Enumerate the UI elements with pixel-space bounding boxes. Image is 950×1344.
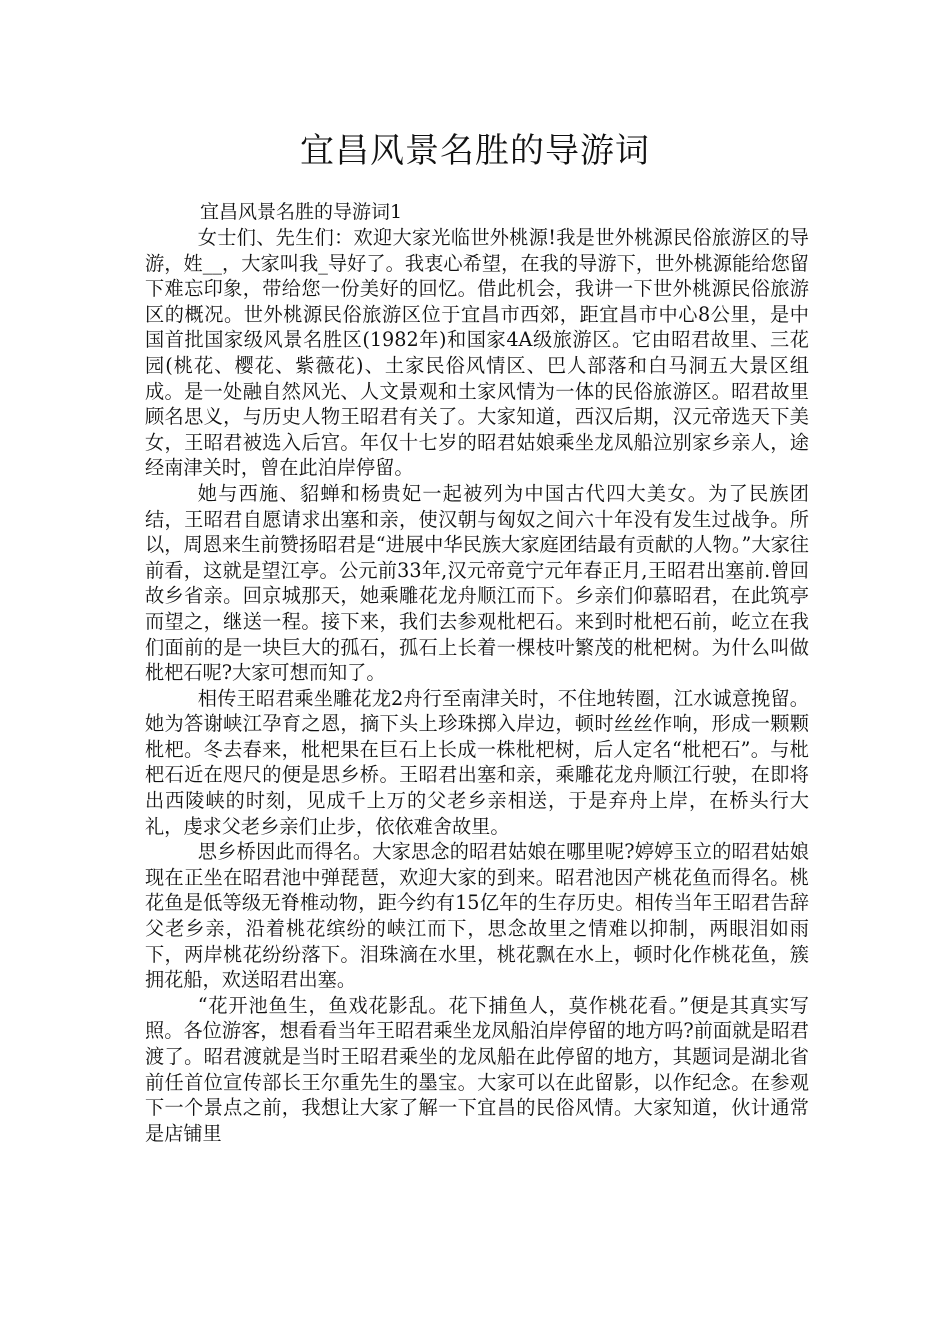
paragraph-5: “花开池鱼生，鱼戏花影乱。花下捕鱼人，莫作桃花看。”便是其真实写照。各位游客，想看看当年王昭君乘坐龙凤船泊岸停留的地方吗?前面就是昭君渡了。昭君渡就是当时王昭君乘坐的龙凤船在此停留的地方，其题词是湖北省前任首位宣传部长王尔重先生的墨宝。大家可以在此留影，以作纪念。在参观下一个景点之前，我想让大家了解一下宜昌的民俗风情。大家知道，伙计通常是店铺里 — [145, 993, 809, 1145]
paragraph-2: 她与西施、貂蝉和杨贵妃一起被列为中国古代四大美女。为了民族团结，王昭君自愿请求出塞和亲，使汉朝与匈奴之间六十年没有发生过战争。所以，周恩来生前赞扬昭君是“进展中华民族大家庭团结最有贡献的人物。”大家往前看，这就是望江亭。公元前33年,汉元帝竟宁元年春正月,王昭君出塞前.曾回故乡省亲。回京城那天，她乘雕花龙舟顺江而下。乡亲们仰慕昭君，在此筑亭而望之，继送一程。接下来，我们去参观枇杷石。来到时枇杷石前，屹立在我们面前的是一块巨大的孤石，孤石上长着一棵枝叶繁茂的枇杷树。为什么叫做枇杷石呢?大家可想而知了。 — [145, 481, 809, 685]
paragraph-1: 女士们、先生们：欢迎大家光临世外桃源!我是世外桃源民俗旅游区的导游，姓__，大家叫我_导好了。我衷心希望，在我的导游下，世外桃源能给您留下难忘印象，带给您一份美好的回忆。借此机会，我讲一下世外桃源民俗旅游区的概况。世外桃源民俗旅游区位于宜昌市西郊，距宜昌市中心8公里，是中国首批国家级风景名胜区(1982年)和国家4A级旅游区。它由昭君故里、三花园(桃花、樱花、紫薇花)、土家民俗风情区、巴人部落和白马洞五大景区组成。是一处融自然风光、人文景观和土家风情为一体的民俗旅游区。昭君故里顾名思义，与历史人物王昭君有关了。大家知道，西汉后期，汉元帝选天下美女，王昭君被选入后宫。年仅十七岁的昭君姑娘乘坐龙凤船泣别家乡亲人，途经南津关时，曾在此泊岸停留。 — [145, 226, 809, 480]
paragraph-3: 相传王昭君乘坐雕花龙2舟行至南津关时，不住地转圈，江水诚意挽留。她为答谢峡江孕育之恩，摘下头上珍珠掷入岸边，顿时丝丝作响，形成一颗颗枇杷。冬去春来，枇杷果在巨石上长成一株枇杷树，后人定名“枇杷石”。与枇杷石近在咫尺的便是思乡桥。王昭君出塞和亲，乘雕花龙舟顺江行驶，在即将出西陵峡的时刻，见成千上万的父老乡亲相送，于是弃舟上岸，在桥头行大礼，虔求父老乡亲们止步，依依难舍故里。 — [145, 686, 809, 838]
document-body — [145, 199, 809, 1146]
paragraph-4: 思乡桥因此而得名。大家思念的昭君姑娘在哪里呢?婷婷玉立的昭君姑娘现在正坐在昭君池中弹琵琶，欢迎大家的到来。昭君池因产桃花鱼而得名。桃花鱼是低等级无脊椎动物，距今约有15亿年的生存历史。相传当年王昭君告辞父老乡亲，沿着桃花缤纷的峡江而下，思念故里之情难以抑制，两眼泪如雨下，两岸桃花纷纷落下。泪珠滴在水里，桃花飘在水上，顿时化作桃花鱼，簇拥花船，欢送昭君出塞。 — [145, 840, 809, 992]
document-title: 宜昌风景名胜的导游词 — [300, 131, 650, 171]
section-heading: 宜昌风景名胜的导游词1 — [200, 201, 403, 223]
